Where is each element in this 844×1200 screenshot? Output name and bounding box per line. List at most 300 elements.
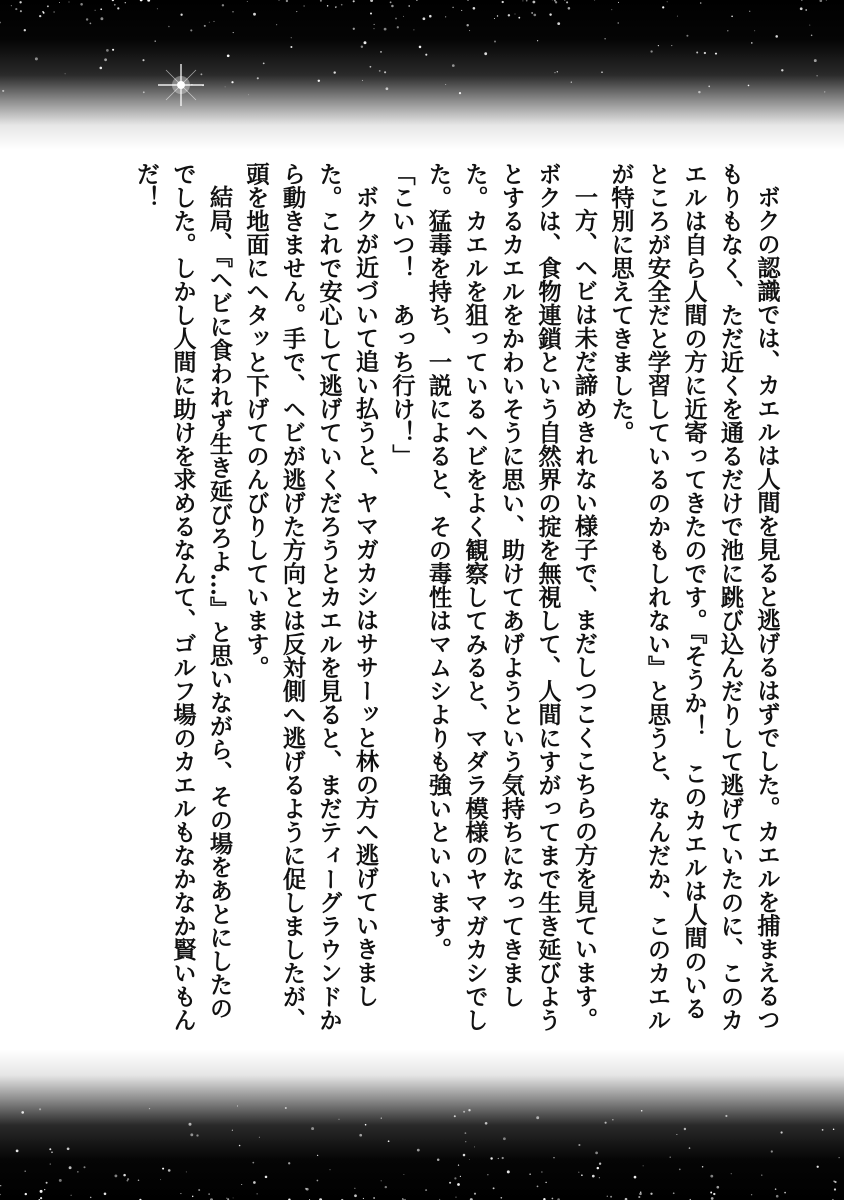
star xyxy=(112,49,114,51)
star xyxy=(192,1196,193,1197)
star xyxy=(605,1122,607,1124)
star xyxy=(599,1177,600,1178)
star xyxy=(100,8,102,10)
star xyxy=(180,14,182,16)
star xyxy=(413,29,414,30)
star xyxy=(385,1186,387,1188)
star xyxy=(618,2,619,3)
star xyxy=(564,0,565,1)
star xyxy=(466,24,468,26)
star xyxy=(670,1157,671,1158)
star xyxy=(100,17,103,20)
star xyxy=(639,1193,642,1196)
star xyxy=(456,1197,457,1198)
star xyxy=(214,21,215,22)
stars-top-graphic xyxy=(0,0,844,150)
star xyxy=(811,35,813,37)
star xyxy=(641,1110,643,1112)
star xyxy=(285,1107,287,1109)
star xyxy=(19,1,21,3)
star xyxy=(395,18,397,20)
star xyxy=(370,0,373,2)
star xyxy=(359,1134,362,1137)
star xyxy=(581,1174,583,1176)
star xyxy=(226,1198,227,1199)
star xyxy=(253,1181,256,1184)
star xyxy=(403,16,404,17)
star xyxy=(317,1155,318,1156)
star xyxy=(713,1193,715,1195)
star xyxy=(138,1180,140,1182)
star xyxy=(463,1111,465,1113)
star xyxy=(15,8,17,10)
star xyxy=(710,1192,712,1194)
star xyxy=(824,91,825,92)
star xyxy=(474,1193,476,1195)
star xyxy=(809,25,810,26)
star xyxy=(749,11,750,12)
star xyxy=(227,54,230,57)
star xyxy=(484,52,487,55)
star xyxy=(465,1132,467,1134)
star xyxy=(147,0,150,2)
star xyxy=(318,80,320,82)
star xyxy=(781,1131,783,1133)
star xyxy=(286,0,288,2)
star xyxy=(601,71,603,73)
star xyxy=(365,1124,367,1126)
star xyxy=(40,1197,42,1199)
star xyxy=(533,14,536,17)
star xyxy=(497,15,498,16)
star xyxy=(805,9,807,11)
star xyxy=(686,35,688,37)
star xyxy=(162,1168,164,1170)
star xyxy=(196,1134,198,1136)
star xyxy=(784,1192,786,1194)
star xyxy=(518,17,520,19)
star xyxy=(259,1137,260,1138)
star xyxy=(263,62,265,64)
star xyxy=(727,30,728,31)
star xyxy=(801,0,803,1)
star xyxy=(373,1197,375,1199)
star xyxy=(557,71,558,72)
star xyxy=(233,32,234,33)
star xyxy=(149,1108,150,1109)
star xyxy=(689,1147,691,1149)
star xyxy=(257,77,259,79)
star xyxy=(239,1145,241,1147)
star xyxy=(225,86,226,87)
star xyxy=(233,1197,234,1198)
star xyxy=(381,1117,382,1118)
star xyxy=(467,0,469,1)
star xyxy=(403,1174,404,1175)
star xyxy=(469,30,470,31)
star xyxy=(814,59,817,62)
star xyxy=(381,1180,382,1181)
star xyxy=(503,1137,506,1140)
star xyxy=(673,1192,675,1194)
star xyxy=(515,14,516,15)
star xyxy=(566,1,568,3)
star xyxy=(457,1183,460,1186)
star xyxy=(490,1157,492,1159)
star xyxy=(391,5,394,8)
star xyxy=(834,1188,836,1190)
star xyxy=(364,41,367,44)
star xyxy=(11,5,12,6)
star xyxy=(320,0,322,2)
star xyxy=(677,16,678,17)
star xyxy=(485,1122,488,1125)
star xyxy=(112,0,114,1)
starfield-footer xyxy=(0,1050,844,1200)
star xyxy=(487,1174,488,1175)
star xyxy=(80,3,83,6)
star xyxy=(429,15,432,18)
star xyxy=(449,1182,451,1184)
star xyxy=(493,1187,495,1189)
star xyxy=(44,1189,45,1190)
star xyxy=(361,45,363,47)
star xyxy=(198,1189,200,1191)
star xyxy=(354,1194,357,1197)
star xyxy=(327,5,328,6)
star xyxy=(252,1162,254,1164)
star xyxy=(502,1157,504,1159)
star xyxy=(676,1134,677,1135)
star xyxy=(634,1176,637,1179)
star xyxy=(142,59,144,61)
star xyxy=(700,2,702,4)
paragraph-5: 結局、『ヘビに食われず生き延びろよ…』と思いながら、その場をあとにしたのでした。しかし人間に助けを求めるなんて、ゴルフ場のカエルもなかなか賢いもんだ！ xyxy=(132,162,233,1032)
star xyxy=(578,1172,579,1173)
star xyxy=(341,4,343,6)
star xyxy=(155,40,156,41)
star xyxy=(667,1,668,2)
stars-bottom-graphic xyxy=(0,1050,844,1200)
star xyxy=(445,84,446,85)
star xyxy=(684,1128,686,1130)
star xyxy=(35,57,38,60)
star xyxy=(237,1105,238,1106)
star xyxy=(362,80,363,81)
star xyxy=(68,1,69,2)
star xyxy=(498,1158,499,1159)
star xyxy=(650,1193,652,1195)
star xyxy=(537,40,538,41)
star xyxy=(353,0,355,2)
star xyxy=(529,1174,530,1175)
star xyxy=(39,1108,41,1110)
star xyxy=(208,1193,209,1194)
star xyxy=(571,82,572,83)
star xyxy=(536,1116,539,1119)
star xyxy=(114,4,116,6)
vertical-text-body xyxy=(44,162,784,1042)
star xyxy=(658,45,659,46)
star xyxy=(599,1163,601,1165)
star xyxy=(696,52,698,54)
star xyxy=(160,1179,161,1180)
star xyxy=(437,1159,440,1162)
star xyxy=(248,94,249,95)
star xyxy=(311,1127,314,1130)
star xyxy=(417,1149,420,1152)
star xyxy=(334,71,336,73)
star xyxy=(531,12,532,13)
star xyxy=(698,91,700,93)
paragraph-2: 一方、ヘビは未だ諦めきれない様子で、まだしつこくこちらの方を見ています。ボクは、食物連鎖という自然界の掟を無視して、人間にすがってまで生き延びようとするカエルをかわいそうに思い、助けてあげようという気持ちになってきました。カエルを狙っているヘビをよく観察してみると、マダラ模様のヤマガカシでした。猛毒を持ち、一説によると、その毒性はマムシよりも強いといいます。 xyxy=(424,162,598,1032)
star xyxy=(460,1176,461,1177)
star xyxy=(83,1166,85,1168)
star xyxy=(241,1184,242,1185)
star xyxy=(354,1188,355,1189)
star xyxy=(507,1170,510,1173)
star xyxy=(51,1151,53,1153)
star xyxy=(423,17,426,20)
star xyxy=(190,1133,193,1136)
star xyxy=(384,71,386,73)
star xyxy=(232,1130,233,1131)
star xyxy=(458,1165,459,1166)
star xyxy=(425,1189,427,1191)
star xyxy=(468,1109,470,1111)
star xyxy=(822,1129,824,1131)
star xyxy=(0,1185,1,1186)
star xyxy=(833,1180,835,1182)
star xyxy=(748,85,750,87)
star xyxy=(557,22,560,25)
star xyxy=(465,1141,466,1142)
star xyxy=(40,1190,43,1193)
star xyxy=(209,22,210,23)
star xyxy=(610,1196,612,1198)
star xyxy=(419,46,422,49)
star xyxy=(106,49,109,52)
star xyxy=(90,23,92,25)
star xyxy=(671,45,672,46)
star xyxy=(549,13,551,15)
star xyxy=(638,1196,640,1198)
star xyxy=(200,73,202,75)
star xyxy=(95,10,96,11)
star xyxy=(140,0,143,1)
star xyxy=(568,7,571,10)
starfield-header xyxy=(0,0,844,150)
star xyxy=(662,6,664,8)
star xyxy=(143,91,145,93)
star xyxy=(816,75,817,76)
star xyxy=(461,10,462,11)
star xyxy=(288,1162,290,1164)
star xyxy=(59,2,60,3)
star xyxy=(330,1169,331,1170)
star xyxy=(123,1174,126,1177)
star xyxy=(24,29,26,31)
star xyxy=(708,86,710,88)
star xyxy=(21,1111,24,1114)
star xyxy=(607,1196,608,1197)
star xyxy=(618,22,619,23)
star xyxy=(508,14,510,16)
star xyxy=(397,26,399,28)
star xyxy=(612,1119,613,1120)
star xyxy=(826,0,827,1)
star xyxy=(16,1150,19,1153)
star xyxy=(247,1,248,2)
star xyxy=(186,1171,187,1172)
star xyxy=(90,1197,92,1199)
star xyxy=(189,1123,192,1126)
paragraph-1: ボクの認識では、カエルは人間を見ると逃げるはずでした。カエルを捕まえるつもりもなく、ただ近くを通るだけで池に跳び込んだりして逃げていたのに、このカエルは自ら人間の方に近寄ってきたのです。『そうか！ このカエルは人間のいるところが安全だと学習しているのかもしれない』と思うと、なんだか、このカエルが特別に思えてきました。 xyxy=(607,162,780,1032)
star xyxy=(370,66,372,68)
star xyxy=(291,37,292,38)
star xyxy=(452,64,455,67)
star xyxy=(117,7,119,9)
star xyxy=(595,1152,598,1155)
star xyxy=(2,90,4,92)
star xyxy=(533,1,536,4)
star xyxy=(290,46,292,48)
star xyxy=(335,6,337,8)
star xyxy=(454,1177,456,1179)
star xyxy=(731,15,733,17)
star xyxy=(554,72,555,73)
star xyxy=(390,1,392,3)
star xyxy=(522,0,523,1)
star xyxy=(716,1186,719,1189)
star xyxy=(800,7,803,10)
star xyxy=(555,1,557,3)
star xyxy=(817,1166,819,1168)
star xyxy=(425,54,427,56)
star xyxy=(494,18,495,19)
star xyxy=(459,92,461,94)
star xyxy=(704,52,706,54)
star xyxy=(833,1129,835,1131)
star xyxy=(77,1171,78,1172)
star xyxy=(53,11,54,12)
star xyxy=(463,1154,466,1157)
star xyxy=(353,28,355,30)
star xyxy=(47,5,49,7)
star xyxy=(702,1166,704,1168)
star xyxy=(374,28,375,29)
star xyxy=(751,1194,752,1195)
star xyxy=(578,1144,580,1146)
star xyxy=(725,1115,727,1117)
star xyxy=(20,10,22,12)
star xyxy=(592,1175,595,1178)
star xyxy=(303,5,304,6)
star xyxy=(50,1164,51,1165)
star xyxy=(754,30,755,31)
star xyxy=(445,16,446,17)
star xyxy=(502,1,504,3)
star xyxy=(204,25,206,27)
star xyxy=(819,0,822,2)
star xyxy=(276,24,277,25)
star xyxy=(279,0,280,1)
star xyxy=(761,1175,762,1176)
star xyxy=(71,1195,72,1196)
star xyxy=(545,1182,546,1183)
star xyxy=(416,0,417,1)
star xyxy=(24,1170,25,1171)
star xyxy=(839,1157,840,1158)
star xyxy=(771,1150,773,1152)
star xyxy=(473,7,476,10)
star xyxy=(157,8,158,9)
star xyxy=(104,1193,107,1196)
star xyxy=(25,1193,27,1195)
star xyxy=(384,28,387,31)
star xyxy=(59,1179,62,1182)
star xyxy=(338,1119,339,1120)
star xyxy=(408,5,410,7)
star xyxy=(0,1194,1,1195)
star xyxy=(42,11,44,13)
star xyxy=(386,87,389,90)
star xyxy=(388,1140,390,1142)
star xyxy=(49,1148,51,1150)
star xyxy=(232,11,234,13)
star xyxy=(731,1173,732,1174)
star xyxy=(180,1193,181,1194)
star xyxy=(370,13,372,15)
star xyxy=(553,1157,554,1158)
star xyxy=(781,69,783,71)
star xyxy=(127,1180,129,1182)
star xyxy=(86,18,88,20)
star xyxy=(751,42,753,44)
star xyxy=(257,1193,258,1194)
star xyxy=(115,1175,118,1178)
star xyxy=(541,1171,542,1172)
star xyxy=(306,1188,309,1191)
star xyxy=(604,38,605,39)
star xyxy=(0,22,1,24)
star xyxy=(711,1197,714,1200)
star xyxy=(69,1166,72,1169)
star xyxy=(231,81,233,83)
star xyxy=(452,7,454,9)
star xyxy=(265,1176,268,1179)
star xyxy=(296,11,297,12)
star xyxy=(253,13,256,16)
star xyxy=(650,50,652,52)
star xyxy=(526,0,528,2)
paragraph-4: ボクが近づいて追い払うと、ヤマガカシはササーッと林の方へ逃げていきました。これで安心して逃げていくだろうとカエルを見ると、まだティーグラウンドから動きません。手で、ヘビが逃げた方向とは反対側へ逃げるように促しましたが、頭を地面にヘタッと下げてのんびりしています。 xyxy=(242,162,379,1032)
star xyxy=(474,1146,475,1147)
star xyxy=(552,1198,554,1200)
star xyxy=(380,51,382,53)
star xyxy=(46,1182,48,1184)
star xyxy=(469,1159,470,1160)
star xyxy=(104,58,107,61)
star xyxy=(374,24,375,25)
star xyxy=(643,1165,644,1166)
star xyxy=(125,2,126,3)
star xyxy=(775,1188,777,1190)
star xyxy=(317,1180,319,1182)
star xyxy=(710,1175,713,1178)
star xyxy=(454,1115,456,1117)
bright-star xyxy=(158,64,204,106)
